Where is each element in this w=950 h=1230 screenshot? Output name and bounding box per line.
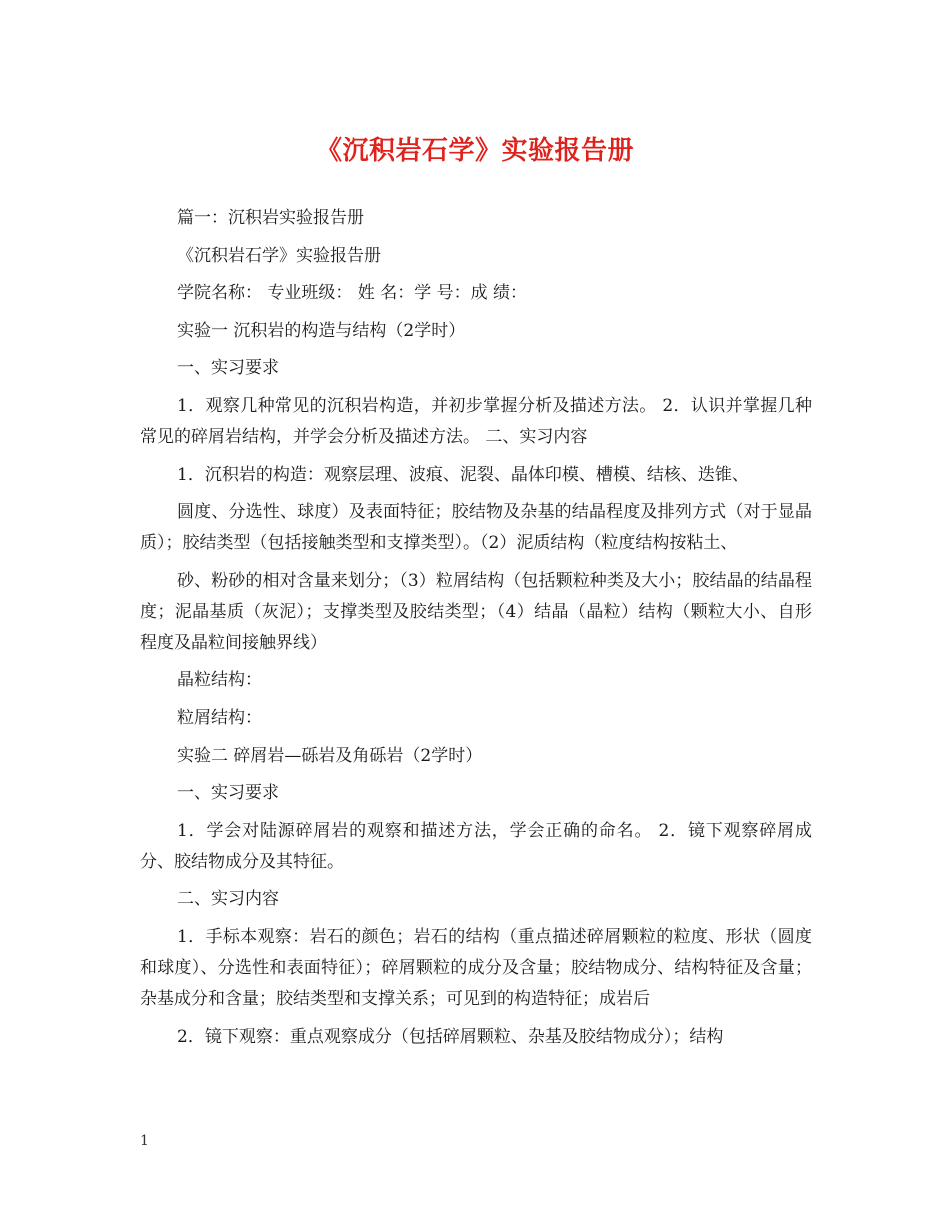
paragraph: 1．观察几种常见的沉积岩构造，并初步掌握分析及描述方法。 2．认识并掌握几种常见的碎屑岩结构，并学会分析及描述方法。 二、实习内容	[140, 395, 812, 447]
paragraph: 实验一 沉积岩的构造与结构（2学时）	[177, 320, 466, 341]
paragraph: 一、实习要求	[177, 783, 279, 804]
document-title: 《沉积岩石学》实验报告册	[315, 136, 634, 166]
paragraph: 二、实习内容	[177, 889, 279, 910]
paragraph: 1．学会对陆源碎屑岩的观察和描述方法，学会正确的命名。 2．镜下观察碎屑成分、胶结物成分及其特征。	[140, 820, 812, 872]
paragraph: 篇一：沉积岩实验报告册	[177, 208, 364, 228]
paragraph: 一、实习要求	[177, 358, 279, 379]
paragraph: 学院名称： 专业班级： 姓 名：学 号：成 绩：	[177, 283, 528, 304]
document-body	[140, 203, 812, 1059]
paragraph: 1．沉积岩的构造：观察层理、波痕、泥裂、晶体印模、槽模、结核、迭锥、	[177, 464, 749, 485]
paragraph: 粒屑结构：	[177, 707, 262, 728]
page-number: 1	[140, 1133, 149, 1149]
paragraph: 2．镜下观察：重点观察成分（包括碎屑颗粒、杂基及胶结物成分）；结构	[177, 1026, 724, 1047]
paragraph: 晶粒结构：	[177, 670, 262, 691]
paragraph: 砂、粉砂的相对含量来划分；（3）粒屑结构（包括颗粒种类及大小；胶结晶的结晶程度；泥晶基质（灰泥）；支撑类型及胶结类型；（4）结晶（晶粒）结构（颗粒大小、自形程度及晶粒间接触界线）	[140, 570, 812, 653]
paragraph: 实验二 碎屑岩—砾岩及角砾岩（2学时）	[177, 745, 483, 766]
paragraph: 1．手标本观察：岩石的颜色；岩石的结构（重点描述碎屑颗粒的粒度、形状（圆度和球度）、分选性和表面特征）；碎屑颗粒的成分及含量；胶结物成分、结构特征及含量；杂基成分和含量；胶结类型和支撑关系；可见到的构造特征；成岩后	[140, 926, 812, 1009]
paragraph: 圆度、分选性、球度）及表面特征；胶结物及杂基的结晶程度及排列方式（对于显晶质）；胶结类型（包括接触类型和支撑类型）。（2）泥质结构（粒度结构按粘土、	[140, 502, 812, 554]
paragraph: 《沉积岩石学》实验报告册	[177, 245, 381, 266]
